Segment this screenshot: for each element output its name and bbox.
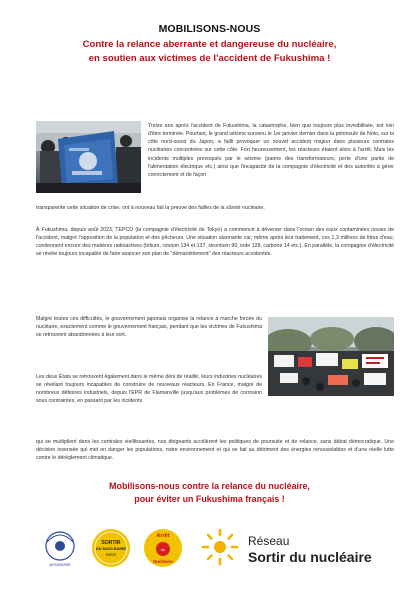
page-title: MOBILISONS-NOUS [158, 23, 261, 35]
paragraph-4-end: qui se multiplient dans les centrales vieillissantes, nos dirigeants accélèrent les politiques de poursuite et de relance, sans débat démocratique. Une décision insensée qui met en danger les populations, notre environnement et qui se fait au détriment des énergies renouvelables et d'une réelle lutte contre le dérèglement climatique. [36, 439, 394, 462]
svg-text:SORTIR: SORTIR [101, 540, 121, 546]
logos-strip [0, 520, 419, 580]
logo-sortir-du-nucleaire-paris [92, 529, 130, 567]
logos-footer [0, 520, 419, 580]
svg-text:Sortir du nucléaire: Sortir du nucléaire [248, 549, 372, 565]
cta-line-1: Mobilisons-nous contre la relance du nucléaire, [109, 481, 310, 491]
page-subtitle-line-1: Contre la relance aberrante et dangereuse du nucléaire, [82, 39, 337, 50]
protest-photo-crowd [268, 317, 394, 396]
logo-reseau-sortir-du-nucleaire [248, 534, 372, 565]
paragraph-1-end: transparente cette situation de crise, ont à nouveau fait la preuve des failles de la sûreté nucléaire. [36, 205, 265, 211]
logo-organisation-1 [46, 532, 74, 567]
cta-line-2: pour éviter un Fukushima français ! [134, 494, 285, 504]
paragraph-4: Les deux États se retrouvent également dans le même déni de réalité, leurs industries nucléaires se révélant toujours incapables de construire de nouveaux réacteurs. En France, malgré de nombreux déboires industriels, depuis l'EPR de Flamanville jusqu'aux problèmes de corrosion sous contraintes, en passant par les incidents [36, 374, 262, 405]
svg-text:Nucléaire: Nucléaire [153, 559, 173, 564]
svg-text:Réseau: Réseau [248, 534, 290, 548]
svg-text:DU NUCLÉAIRE: DU NUCLÉAIRE [95, 546, 127, 551]
paragraph-3: Malgré toutes ces difficultés, le gouvernement japonais organise la relance à marche forcée du nucléaire, exactement comme le gouvernement français, pendant que les victimes de Fukushima se retrouvent abandonnées à leur sort. [36, 316, 262, 339]
svg-text:Arrêt: Arrêt [156, 533, 170, 539]
svg-text:du: du [160, 548, 166, 552]
protest-photo-banner-image [36, 121, 141, 193]
sun-icon [203, 530, 237, 564]
paragraph-1: Treize ans après l'accident de Fukushima, la catastrophe, bien que toujours plus invisibilisée, est loin d'être terminée. Pourtant, le grand séisme survenu le 1er janvier dernier dans la péninsule de Noto, sur la côte nord-ouest du Japon, a failli provoquer un nouvel accident majeur dans plusieurs centrales nucléaires concentrées sur cette côte. Fort heureusement, les réacteurs étaient alors à l'arrêt. Mais les incidents multiples provoqués par le séisme (panne des transformateurs, perte d'une partie de l'alimentation électrique etc.) ainsi que l'incapacité de la compagnie d'électricité et des autorités à gérer correctement et de façon [148, 123, 394, 178]
logo-arret-du-nucleaire [144, 529, 182, 567]
call-to-action [0, 480, 419, 506]
protest-photo-crowd-image [268, 317, 394, 396]
protest-photo-banner [36, 121, 141, 193]
header [0, 23, 419, 66]
paragraph-2: À Fukushima, depuis août 2023, TEPCO (la compagnie d'électricité de Tokyo) a commencé à déverser dans l'océan des eaux contaminées issues de l'accident, malgré l'opposition de la population et des pêcheurs. Une situation alarmante car, même après leur traitement, ces 1,3 millions de litres d'eau, contiennent encore des matières radioactives (tritium, césium 134 et 137, strontium 90, iode 129, carbone 14 etc.). En parallèle, la compagnie d'électricité se révèle toujours incapable de faire avancer son plan de "démantèlement" des réacteurs accidentés. [36, 227, 394, 258]
svg-text:PARIS: PARIS [105, 553, 117, 557]
svg-text:AFASEMSE: AFASEMSE [49, 562, 71, 567]
page-subtitle-line-2: en soutien aux victimes de l'accident de Fukushima ! [88, 53, 331, 64]
